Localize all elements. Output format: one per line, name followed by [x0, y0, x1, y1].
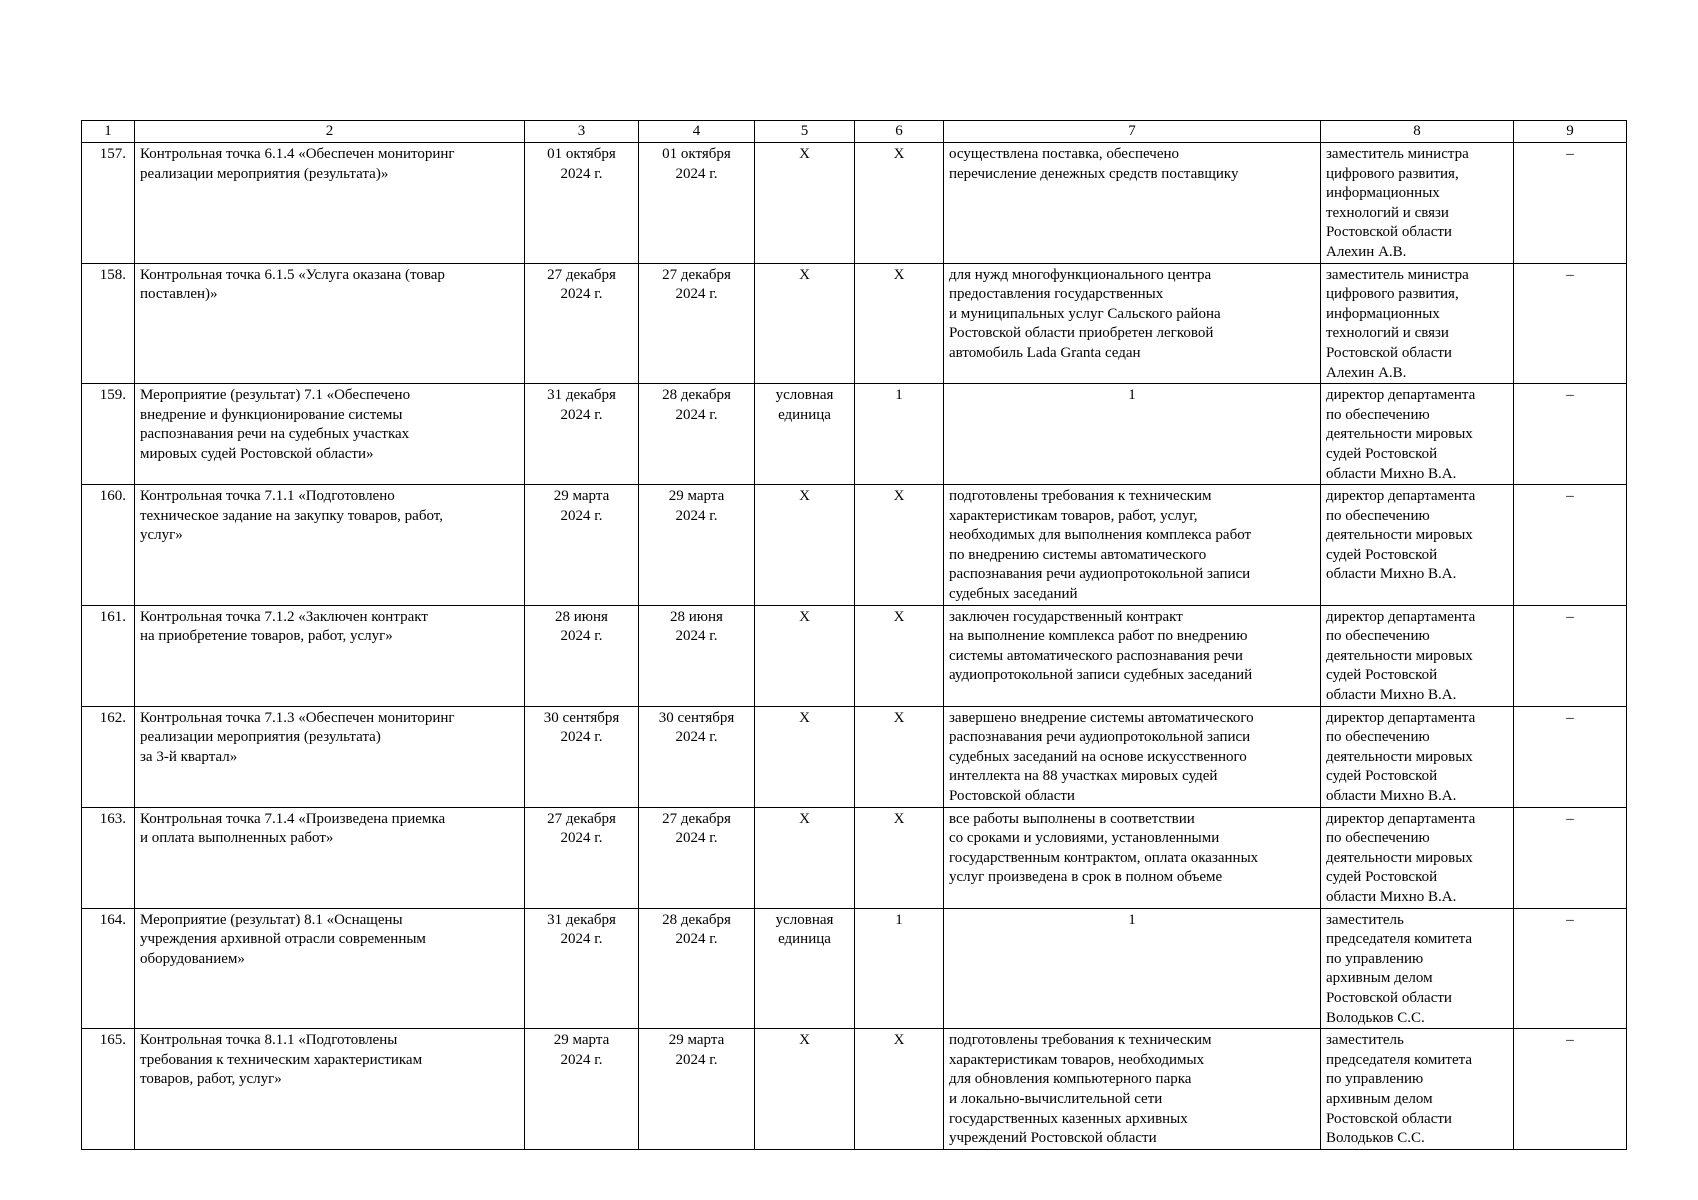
actual-result: заключен государственный контракт на выполнение комплекса работ по внедрению системы автоматического распознавания речи аудиопротокольной записи судебных заседаний: [944, 605, 1321, 706]
actual-result: завершено внедрение системы автоматического распознавания речи аудиопротокольной записи судебных заседаний на основе искусственного интеллекта на 88 участках мировых судей Ростовской области: [944, 706, 1321, 807]
planned-date: 31 декабря 2024 г.: [525, 908, 639, 1029]
note: –: [1514, 908, 1627, 1029]
unit-of-measure: X: [755, 605, 855, 706]
planned-date: 29 марта 2024 г.: [525, 485, 639, 606]
note: –: [1514, 263, 1627, 384]
note: –: [1514, 485, 1627, 606]
planned-date: 27 декабря 2024 г.: [525, 807, 639, 908]
actual-date: 28 июня 2024 г.: [639, 605, 755, 706]
planned-date: 28 июня 2024 г.: [525, 605, 639, 706]
table-row: [82, 706, 1627, 807]
actual-date: 28 декабря 2024 г.: [639, 908, 755, 1029]
row-number: 158.: [82, 263, 135, 384]
responsible-person: заместитель министра цифрового развития, информационных технологий и связи Ростовской области Алехин А.В.: [1321, 143, 1514, 264]
responsible-person: заместитель председателя комитета по управлению архивным делом Ростовской области Володьков С.С.: [1321, 1029, 1514, 1150]
note: –: [1514, 384, 1627, 485]
column-number-row: [82, 121, 1627, 143]
actual-date: 27 декабря 2024 г.: [639, 263, 755, 384]
table-row: [82, 908, 1627, 1029]
table-row: [82, 263, 1627, 384]
event-name: Контрольная точка 6.1.4 «Обеспечен мониторинг реализации мероприятия (результата)»: [135, 143, 525, 264]
note: –: [1514, 1029, 1627, 1150]
planned-value: X: [855, 706, 944, 807]
unit-of-measure: X: [755, 807, 855, 908]
actual-date: 29 марта 2024 г.: [639, 1029, 755, 1150]
event-name: Контрольная точка 7.1.4 «Произведена приемка и оплата выполненных работ»: [135, 807, 525, 908]
row-number: 161.: [82, 605, 135, 706]
unit-of-measure: X: [755, 485, 855, 606]
row-number: 157.: [82, 143, 135, 264]
unit-of-measure: X: [755, 143, 855, 264]
planned-date: 31 декабря 2024 г.: [525, 384, 639, 485]
actual-result: все работы выполнены в соответствии со сроками и условиями, установленными государственным контрактом, оплата оказанных услуг произведена в срок в полном объеме: [944, 807, 1321, 908]
event-name: Контрольная точка 7.1.2 «Заключен контракт на приобретение товаров, работ, услуг»: [135, 605, 525, 706]
planned-value: X: [855, 485, 944, 606]
row-number: 160.: [82, 485, 135, 606]
actual-result: подготовлены требования к техническим характеристикам товаров, работ, услуг, необходимых для выполнения комплекса работ по внедрению системы автоматического распознавания речи аудиопротокольной записи судебных заседаний: [944, 485, 1321, 606]
event-name: Мероприятие (результат) 8.1 «Оснащены учреждения архивной отрасли современным оборудованием»: [135, 908, 525, 1029]
event-name: Контрольная точка 7.1.1 «Подготовлено техническое задание на закупку товаров, работ, услуг»: [135, 485, 525, 606]
responsible-person: директор департамента по обеспечению деятельности мировых судей Ростовской области Михно В.А.: [1321, 485, 1514, 606]
table-row: [82, 143, 1627, 264]
table-row: [82, 807, 1627, 908]
planned-value: 1: [855, 908, 944, 1029]
row-number: 163.: [82, 807, 135, 908]
planned-date: 29 марта 2024 г.: [525, 1029, 639, 1150]
unit-of-measure: X: [755, 706, 855, 807]
planned-value: X: [855, 1029, 944, 1150]
actual-result: для нужд многофункционального центра предоставления государственных и муниципальных услуг Сальского района Ростовской области приобретен легковой автомобиль Lada Granta седан: [944, 263, 1321, 384]
event-name: Контрольная точка 8.1.1 «Подготовлены требования к техническим характеристикам товаров, работ, услуг»: [135, 1029, 525, 1150]
actual-date: 01 октября 2024 г.: [639, 143, 755, 264]
column-number: 5: [755, 121, 855, 143]
planned-value: X: [855, 263, 944, 384]
actual-result: 1: [944, 908, 1321, 1029]
planned-date: 27 декабря 2024 г.: [525, 263, 639, 384]
actual-date: 29 марта 2024 г.: [639, 485, 755, 606]
column-number: 7: [944, 121, 1321, 143]
unit-of-measure: условная единица: [755, 908, 855, 1029]
column-number: 4: [639, 121, 755, 143]
column-number: 9: [1514, 121, 1627, 143]
note: –: [1514, 143, 1627, 264]
unit-of-measure: X: [755, 263, 855, 384]
planned-value: X: [855, 143, 944, 264]
actual-date: 27 декабря 2024 г.: [639, 807, 755, 908]
event-name: Мероприятие (результат) 7.1 «Обеспечено внедрение и функционирование системы распознавания речи на судебных участках мировых судей Ростовской области»: [135, 384, 525, 485]
planned-value: X: [855, 605, 944, 706]
responsible-person: директор департамента по обеспечению деятельности мировых судей Ростовской области Михно В.А.: [1321, 807, 1514, 908]
unit-of-measure: условная единица: [755, 384, 855, 485]
responsible-person: директор департамента по обеспечению деятельности мировых судей Ростовской области Михно В.А.: [1321, 384, 1514, 485]
responsible-person: заместитель министра цифрового развития, информационных технологий и связи Ростовской области Алехин А.В.: [1321, 263, 1514, 384]
note: –: [1514, 807, 1627, 908]
row-number: 162.: [82, 706, 135, 807]
report-table: [81, 120, 1627, 1150]
row-number: 159.: [82, 384, 135, 485]
table-row: [82, 1029, 1627, 1150]
actual-result: 1: [944, 384, 1321, 485]
column-number: 6: [855, 121, 944, 143]
event-name: Контрольная точка 6.1.5 «Услуга оказана (товар поставлен)»: [135, 263, 525, 384]
planned-value: 1: [855, 384, 944, 485]
column-number: 8: [1321, 121, 1514, 143]
table-row: [82, 485, 1627, 606]
actual-date: 28 декабря 2024 г.: [639, 384, 755, 485]
planned-date: 01 октября 2024 г.: [525, 143, 639, 264]
note: –: [1514, 605, 1627, 706]
column-number: 3: [525, 121, 639, 143]
note: –: [1514, 706, 1627, 807]
column-number: 2: [135, 121, 525, 143]
responsible-person: заместитель председателя комитета по управлению архивным делом Ростовской области Володьков С.С.: [1321, 908, 1514, 1029]
row-number: 164.: [82, 908, 135, 1029]
row-number: 165.: [82, 1029, 135, 1150]
actual-result: осуществлена поставка, обеспечено перечисление денежных средств поставщику: [944, 143, 1321, 264]
actual-date: 30 сентября 2024 г.: [639, 706, 755, 807]
event-name: Контрольная точка 7.1.3 «Обеспечен мониторинг реализации мероприятия (результата) за 3-й квартал»: [135, 706, 525, 807]
column-number: 1: [82, 121, 135, 143]
table-row: [82, 605, 1627, 706]
planned-date: 30 сентября 2024 г.: [525, 706, 639, 807]
actual-result: подготовлены требования к техническим характеристикам товаров, необходимых для обновления компьютерного парка и локально-вычислительной сети государственных казенных архивных учреждений Ростовской области: [944, 1029, 1321, 1150]
table-row: [82, 384, 1627, 485]
unit-of-measure: X: [755, 1029, 855, 1150]
planned-value: X: [855, 807, 944, 908]
responsible-person: директор департамента по обеспечению деятельности мировых судей Ростовской области Михно В.А.: [1321, 605, 1514, 706]
responsible-person: директор департамента по обеспечению деятельности мировых судей Ростовской области Михно В.А.: [1321, 706, 1514, 807]
